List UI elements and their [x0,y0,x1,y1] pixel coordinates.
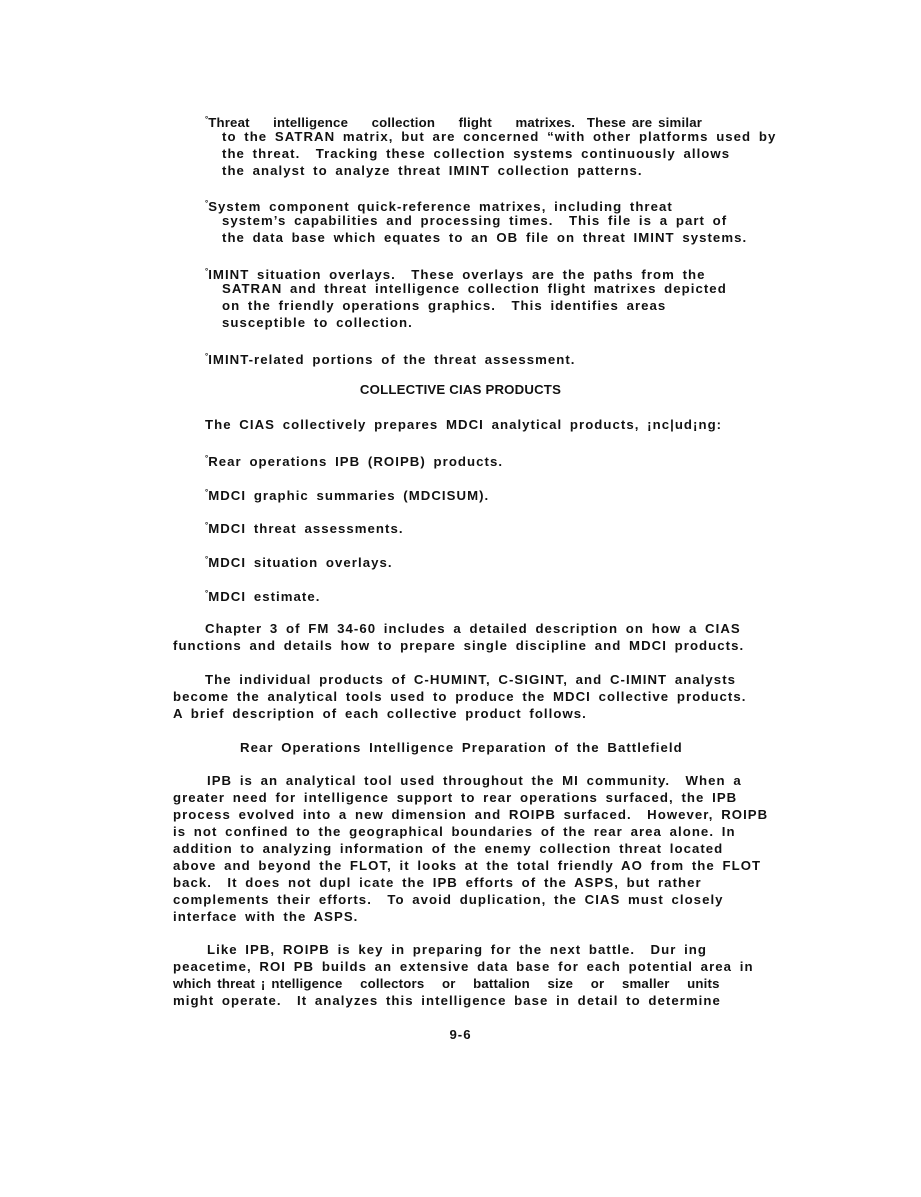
bullet-line: °IMINT situation overlays. These overlays are the paths from the [205,267,706,282]
bullet-line: susceptible to collection. [222,315,413,330]
paragraph-line: complements their efforts. To avoid duplication, the CIAS must closely [173,892,724,907]
page-number: 9-6 [449,1027,472,1042]
section-heading: COLLECTIVE CIAS PRODUCTS [359,382,562,397]
paragraph-line: interface with the ASPS. [173,909,359,924]
paragraph-line: The individual products of C-HUMINT, C-SIGINT, and C-IMINT analysts [205,672,737,687]
bullet-line: °Threat intelligence collection flight matrixes. These are similar [205,115,703,130]
bullet-line: on the friendly operations graphics. This identifies areas [222,298,667,313]
bullet-line: the threat. Tracking these collection systems continuously allows [222,146,731,161]
paragraph-line: process evolved into a new dimension and ROIPB surfaced. However, ROIPB [173,807,769,822]
paragraph-line: functions and details how to prepare single discipline and MDCI products. [173,638,745,653]
bullet-line: °System component quick-reference matrixes, including threat [205,199,673,214]
paragraph-line: IPB is an analytical tool used throughout the MI community. When a [207,773,742,788]
paragraph-line: peacetime, ROI PB builds an extensive data base for each potential area in [173,959,754,974]
bullet-line: SATRAN and threat intelligence collection flight matrixes depicted [222,281,727,296]
paragraph-line: become the analytical tools used to produce the MDCI collective products. [173,689,747,704]
paragraph-line: addition to analyzing information of the enemy collection threat located [173,841,724,856]
paragraph-line: is not confined to the geographical boundaries of the rear area alone. In [173,824,736,839]
paragraph-line: greater need for intelligence support to rear operations surfaced, the IPB [173,790,738,805]
bullet-line: the analyst to analyze threat IMINT collection patterns. [222,163,643,178]
paragraph-line: might operate. It analyzes this intelligence base in detail to determine [173,993,721,1008]
product-bullet: °MDCI threat assessments. [205,521,404,536]
paragraph-line: A brief description of each collective product follows. [173,706,587,721]
paragraph-line: back. It does not dupl icate the IPB efforts of the ASPS, but rather [173,875,702,890]
product-bullet: °Rear operations IPB (ROIPB) products. [205,454,504,469]
bullet-line: the data base which equates to an OB file on threat IMINT systems. [222,230,748,245]
product-bullet: °MDCI situation overlays. [205,555,393,570]
product-bullet: °MDCI estimate. [205,589,321,604]
subheading: Rear Operations Intelligence Preparation of the Battlefield [240,740,683,755]
bullet-line: to the SATRAN matrix, but are concerned “with other platforms used by [222,129,777,144]
paragraph-line: Chapter 3 of FM 34-60 includes a detailed description on how a CIAS [205,621,741,636]
intro-line: The CIAS collectively prepares MDCI analytical products, ¡nc|ud¡ng: [205,417,723,432]
paragraph-line: Like IPB, ROIPB is key in preparing for the next battle. Dur ing [207,942,708,957]
paragraph-line: above and beyond the FLOT, it looks at the total friendly AO from the FLOT [173,858,762,873]
bullet-line: °IMINT-related portions of the threat assessment. [205,352,576,367]
bullet-line: system’s capabilities and processing times. This file is a part of [222,213,728,228]
product-bullet: °MDCI graphic summaries (MDCISUM). [205,488,490,503]
paragraph-line: which threat ¡ ntelligence collectors or battalion size or smaller units [173,976,720,991]
